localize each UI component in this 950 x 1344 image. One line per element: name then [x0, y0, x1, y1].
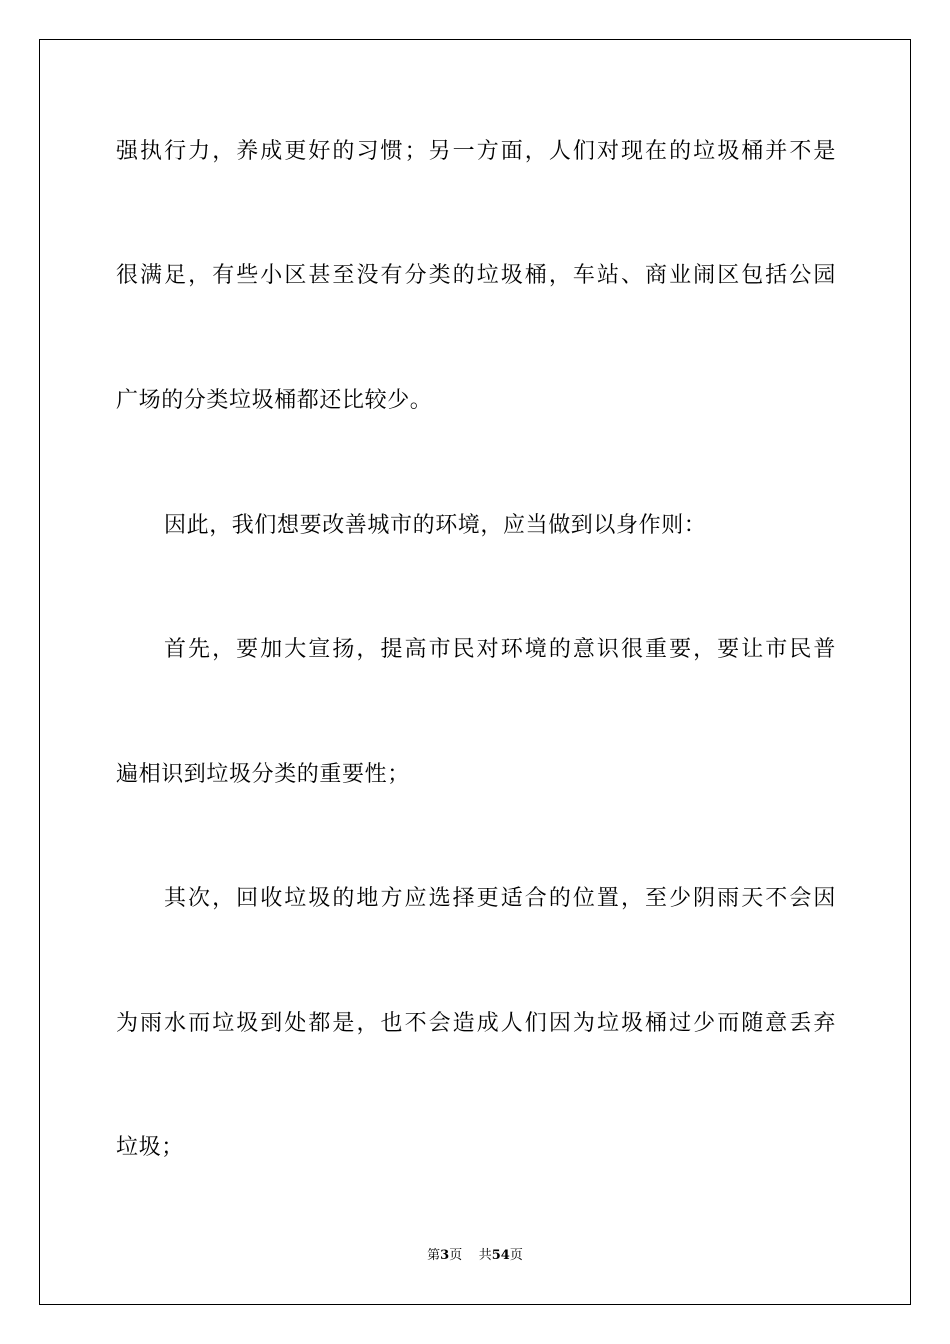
page-footer: [0, 1247, 950, 1265]
footer-total-pages: 54: [491, 1248, 510, 1263]
footer-page-suffix: 页: [449, 1248, 463, 1263]
paragraph-second: 其次，回收垃圾的地方应选择更适合的位置，至少阴雨天不会因: [164, 886, 836, 911]
footer-page-prefix: 第: [427, 1248, 441, 1263]
footer-total-prefix: 共: [478, 1248, 492, 1263]
body-line-9: 垃圾；: [116, 1135, 184, 1160]
page-border: [39, 39, 911, 1305]
paragraph-therefore: 因此，我们想要改善城市的环境，应当做到以身作则：: [164, 513, 707, 538]
footer-total-suffix: 页: [509, 1248, 523, 1263]
paragraph-first: 首先，要加大宣扬，提高市民对环境的意识很重要，要让市民普: [164, 637, 836, 662]
body-line-1: 强执行力，养成更好的习惯；另一方面，人们对现在的垃圾桶并不是: [116, 139, 836, 164]
body-line-3: 广场的分类垃圾桶都还比较少。: [116, 388, 433, 413]
body-line-8: 为雨水而垃圾到处都是，也不会造成人们因为垃圾桶过少而随意丢弃: [116, 1011, 836, 1036]
body-line-2: 很满足，有些小区甚至没有分类的垃圾桶，车站、商业闹区包括公园: [116, 263, 836, 288]
body-line-6: 遍相识到垃圾分类的重要性；: [116, 762, 410, 787]
footer-page-number: 3: [440, 1248, 450, 1263]
